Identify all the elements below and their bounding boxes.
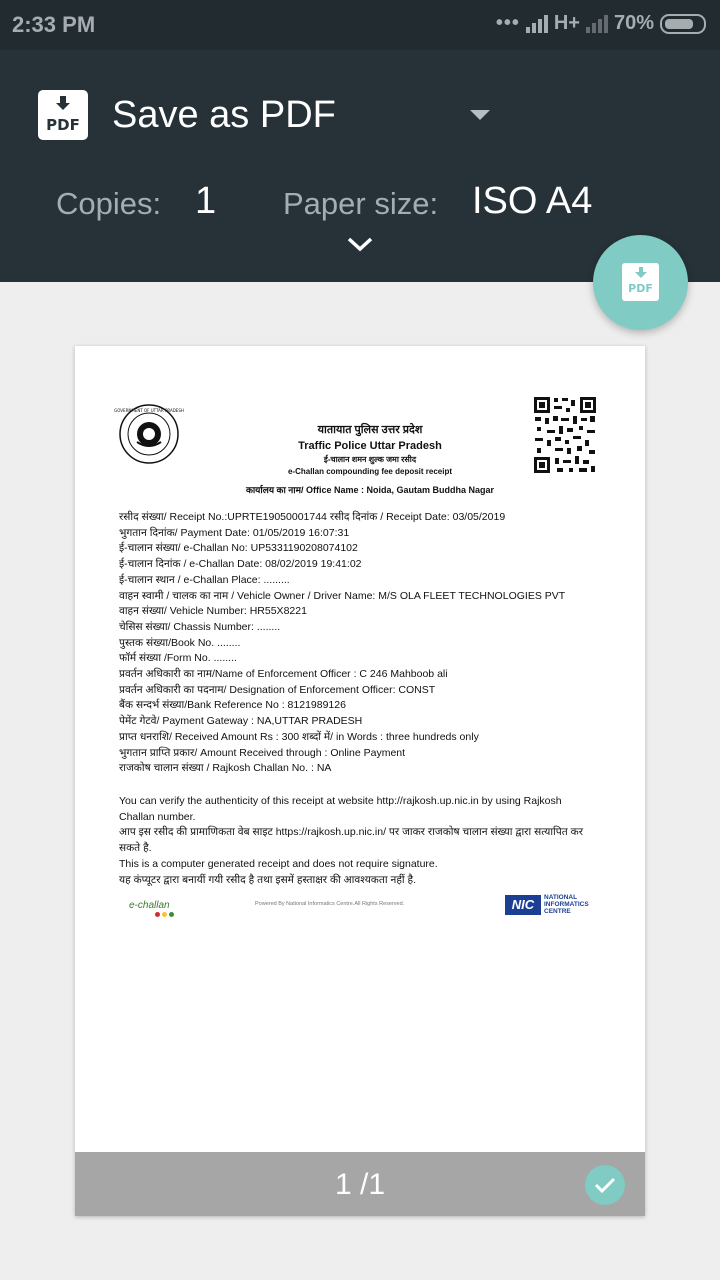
status-time: 2:33 PM [12, 12, 96, 37]
powered-by-text: Powered By National Informatics Centre.All Rights Reserved. [255, 901, 405, 907]
detail-line: पेमेंट गेटवे/ Payment Gateway : NA,UTTAR PRADESH [119, 715, 363, 728]
receipt-header [215, 422, 525, 496]
detail-line: प्रवर्तन अधिकारी का पदनाम/ Designation of Enforcement Officer: CONST [119, 683, 436, 696]
detail-line: राजकोष चालान संख्या / Rajkosh Challan No. : NA [119, 762, 332, 775]
receipt-subtitle-english: e-Challan compounding fee deposit receipt [287, 467, 453, 476]
qr-code [533, 396, 597, 474]
nic-logo-name: NATIONAL INFORMATICS CENTRE [544, 894, 589, 915]
page-selected-checkbox[interactable] [585, 1165, 625, 1205]
note-line: This is a computer generated receipt and does not require signature. [119, 857, 438, 870]
page-indicator: 1 /1 [334, 1168, 386, 1201]
detail-line: चेसिस संख्या/ Chassis Number: ........ [119, 620, 281, 633]
status-bar [0, 0, 720, 50]
detail-line: फॉर्म संख्या /Form No. ........ [119, 652, 237, 665]
receipt-subtitle-hindi: ई-चालान शमन शुल्क जमा रसीद [323, 455, 417, 464]
receipt-details [119, 510, 619, 777]
traffic-light-icon [155, 912, 174, 917]
dropdown-caret-icon[interactable] [470, 110, 490, 120]
paper-size-value[interactable]: ISO A4 [472, 180, 593, 222]
battery-icon [660, 14, 706, 34]
copies-value[interactable]: 1 [195, 180, 217, 222]
echallan-logo [127, 894, 177, 920]
download-arrow-icon [635, 267, 647, 279]
detail-line: प्रवर्तन अधिकारी का नाम/Name of Enforcement Officer : C 246 Mahboob ali [119, 668, 448, 681]
detail-line: वाहन संख्या/ Vehicle Number: HR55X8221 [119, 605, 307, 618]
download-pdf-button[interactable] [593, 235, 688, 330]
up-government-seal [114, 404, 184, 464]
status-icons [496, 12, 706, 35]
signal-icon [526, 15, 548, 33]
echallan-logo-text: e-challan [129, 900, 170, 911]
detail-line: पुस्तक संख्या/Book No. ........ [119, 636, 241, 649]
note-line: You can verify the authenticity of this receipt at website http://rajkosh.up.nic.in by using Rajkosh Challan number. [119, 795, 562, 823]
svg-text:GOVERNMENT OF UTTAR PRADESH: GOVERNMENT OF UTTAR PRADESH [114, 408, 184, 413]
nic-logo [505, 894, 602, 915]
note-line: यह कंप्यूटर द्वारा बनायीं गयी रसीद है तथा इसमें हस्ताक्षर की आवश्यकता नहीं है. [119, 873, 417, 886]
receipt-notes [119, 794, 599, 888]
pdf-icon-label: PDF [46, 116, 80, 134]
paper-size-label: Paper size: [283, 186, 439, 221]
signal-2-icon [586, 15, 608, 33]
detail-line: भुगतान दिनांक/ Payment Date: 01/05/2019 16:07:31 [119, 526, 350, 539]
detail-line: रसीद संख्या/ Receipt No.:UPRTE19050001744 रसीद दिनांक / Receipt Date: 03/05/2019 [119, 511, 506, 523]
receipt-title-hindi: यातायात पुलिस उत्तर प्रदेश [317, 424, 423, 436]
destination-selector[interactable]: Save as PDF [112, 94, 336, 136]
network-type: H+ [553, 12, 580, 34]
more-dots-icon: ••• [495, 12, 520, 34]
office-name: कार्यालय का नाम/ Office Name : Noida, Gautam Buddha Nagar [245, 485, 495, 495]
battery-percent: 70% [613, 12, 654, 34]
detail-line: ई-चालान दिनांक / e-Challan Date: 08/02/2019 19:41:02 [119, 558, 362, 571]
pdf-file-icon [38, 90, 88, 140]
detail-line: ई-चालान संख्या/ e-Challan No: UP5331190208074102 [119, 542, 358, 555]
receipt-title-english: Traffic Police Uttar Pradesh [298, 440, 442, 452]
checkmark-icon [594, 1176, 616, 1194]
detail-line: वाहन स्वामी / चालक का नाम / Vehicle Owner / Driver Name: M/S OLA FLEET TECHNOLOGIES PVT [119, 589, 566, 602]
download-arrow-icon [55, 96, 71, 112]
copies-label: Copies: [56, 186, 162, 221]
download-pdf-icon [622, 263, 659, 301]
page-select-bar[interactable] [75, 1152, 645, 1216]
detail-line: प्राप्त धनराशि/ Received Amount Rs : 300 शब्दों में/ in Words : three hundreds only [119, 730, 479, 743]
note-line: आप इस रसीद की प्रामाणिकता वेब साइट https://rajkosh.up.nic.in/ पर जाकर राजकोष चालान संख्या द्वारा सत्यापित कर सकते है. [119, 826, 583, 855]
detail-line: ई-चालान स्थान / e-Challan Place: ......... [119, 573, 290, 586]
chevron-down-icon[interactable] [346, 234, 374, 254]
nic-logo-mark: NIC [505, 895, 541, 915]
fab-pdf-label: PDF [628, 282, 653, 295]
detail-line: बैंक सन्दर्भ संख्या/Bank Reference No : 8121989126 [119, 699, 346, 712]
pdf-preview-page[interactable] [75, 346, 645, 1216]
detail-line: भुगतान प्राप्ति प्रकार/ Amount Received through : Online Payment [119, 746, 406, 759]
